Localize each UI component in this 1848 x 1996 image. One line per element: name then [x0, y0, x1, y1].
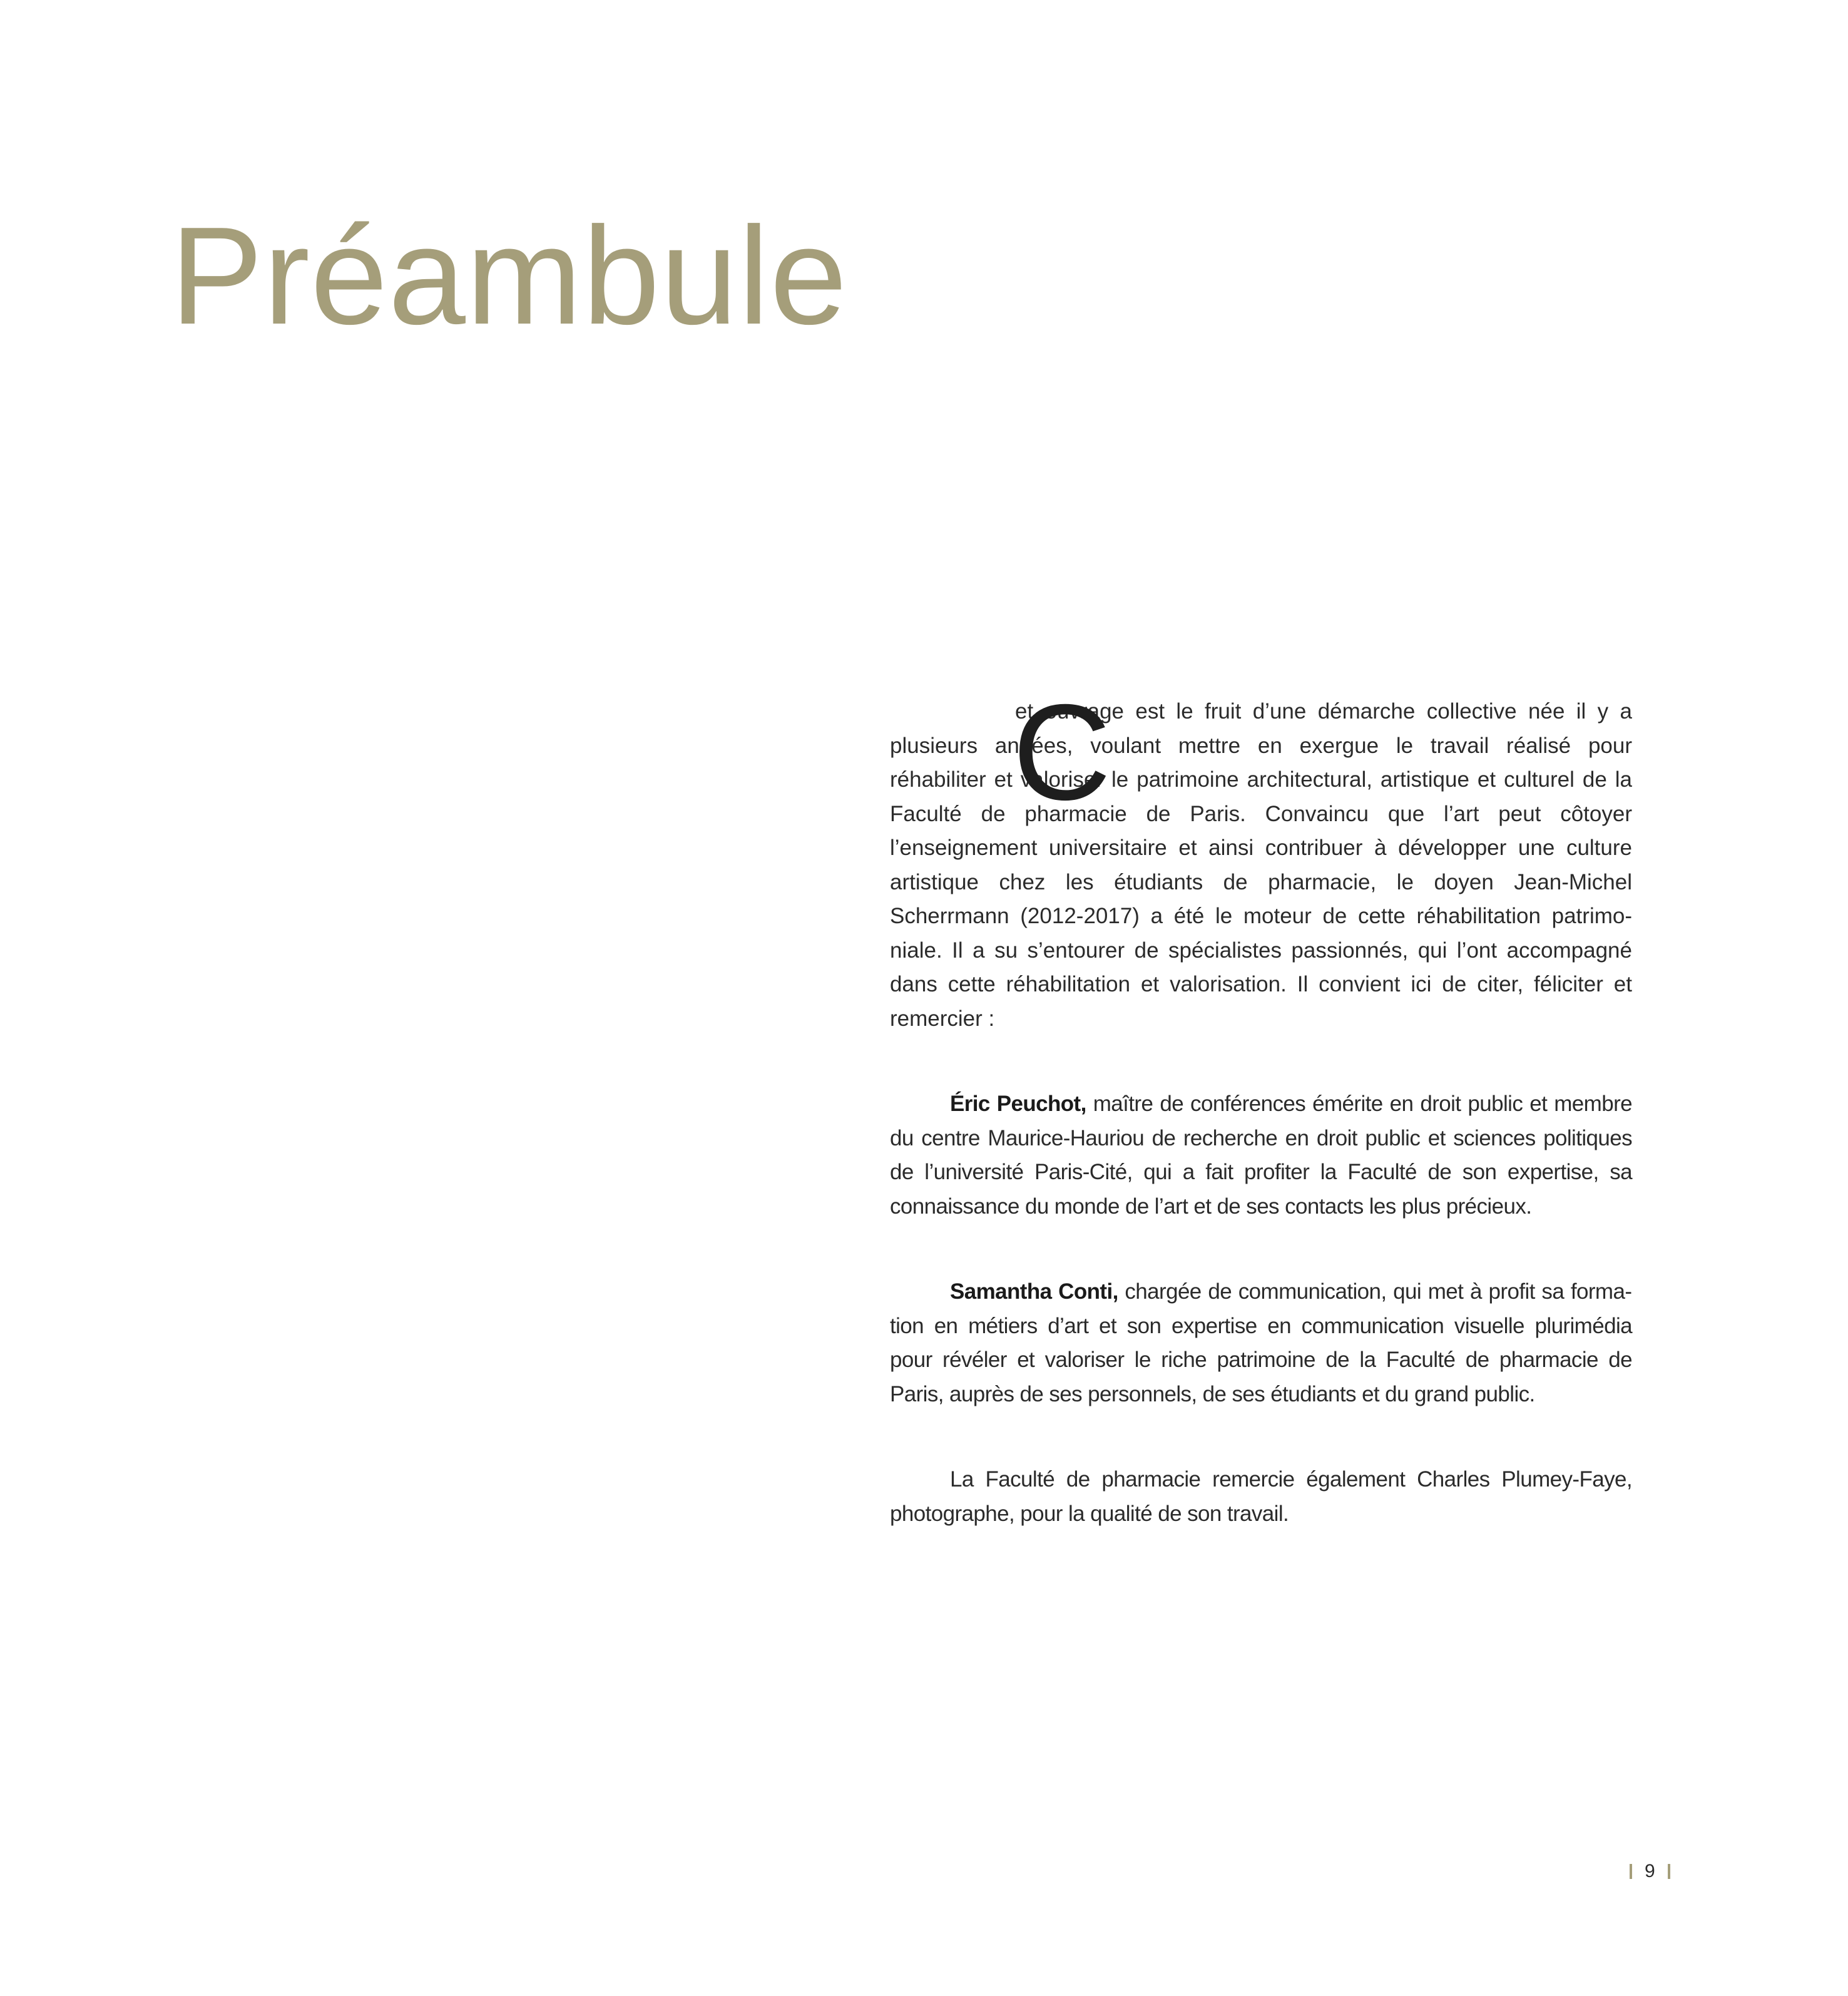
body-text	[890, 677, 1632, 1531]
folio-bar-left	[1630, 1864, 1632, 1879]
intro-text: et ouvrage est le fruit d’une démarche collective née il y a plusieurs années, voulant mettre en exergue le travail réalisé pour réhabiliter et valoriser le patrimoine architectural, artistique et culturel de la Faculté de pharmacie de Paris. Convaincu que l’art peut côtoyer l’enseignement universitaire et ainsi contribuer à développer une culture artistique chez les étudiants de pharmacie, le doyen Jean-Michel Scherrmann (2012-2017) a été le moteur de cette réhabilitation patrimoniale. Il a su s’entourer de spécialistes passionnés, qui l’ont accompagné dans cette réhabilitation et valorisation. Il convient ici de citer, féliciter et remercier :	[890, 699, 1632, 1031]
page-number-value: 9	[1645, 1861, 1655, 1881]
intro-paragraph	[890, 677, 1632, 1036]
acknowledgement-text: chargée de communication, qui met à profit sa formation en métiers d’art et son expertise en communication visuelle plurimédia pour révéler et valoriser le riche patrimoine de la Faculté de pharmacie de Paris, auprès de ses personnels, de ses étudiants et du grand public.	[890, 1279, 1632, 1406]
acknowledgement-peuchot	[890, 1087, 1632, 1224]
acknowledgement-text: maître de conférences émérite en droit public et membre du centre Maurice-Hauriou de recherche en droit public et sciences politiques de l’université Paris-Cité, qui a fait profiter la Faculté de son expertise, sa connaissance du monde de l’art et de ses contacts les plus précieux.	[890, 1092, 1632, 1219]
acknowledgement-name: Éric Peuchot,	[950, 1092, 1086, 1116]
page-title: Préambule	[170, 198, 848, 354]
folio-bar-right	[1668, 1864, 1670, 1879]
page-number	[1630, 1859, 1670, 1884]
acknowledgement-conti	[890, 1275, 1632, 1411]
drop-cap: C	[1013, 677, 1111, 829]
closing-paragraph: La Faculté de pharmacie remercie également Charles Plumey-Faye, photographe, pour la qualité de son travail.	[890, 1467, 1632, 1526]
acknowledgement-name: Samantha Conti,	[950, 1279, 1118, 1304]
